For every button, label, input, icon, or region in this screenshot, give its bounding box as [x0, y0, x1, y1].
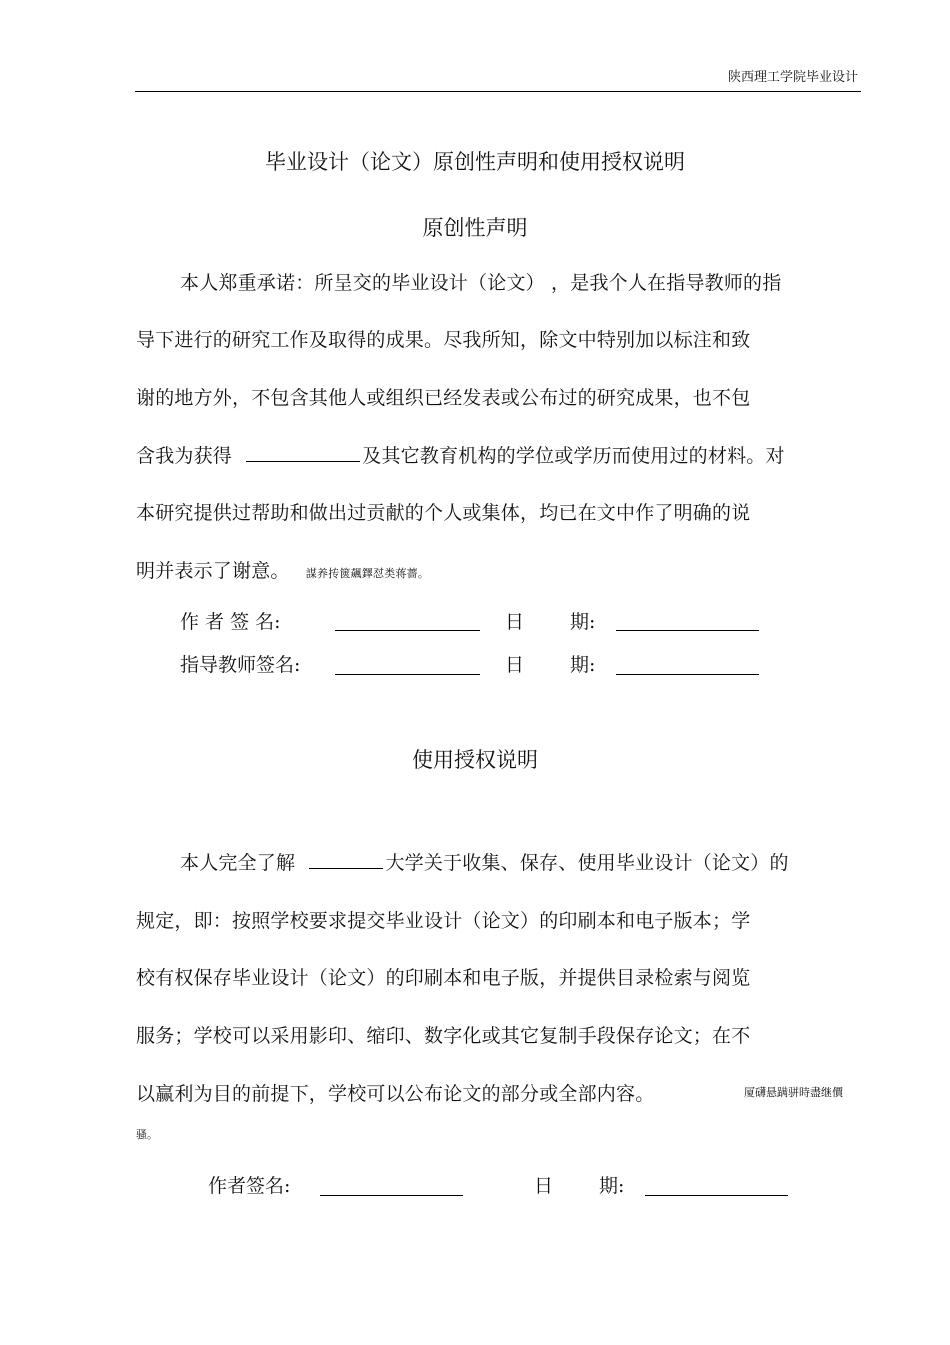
auth-author-signature-field[interactable] — [320, 1194, 463, 1196]
originality-line-5: 本研究提供过帮助和做出过贡献的个人或集体，均已在文中作了明确的说 — [136, 502, 751, 524]
university-blank-field[interactable] — [309, 867, 383, 869]
advisor-date-label-2: 期: — [570, 654, 596, 676]
originality-line-2: 导下进行的研究工作及取得的成果。尽我所知，除文中特别加以标注和致 — [136, 329, 751, 351]
authorization-line-4: 服务；学校可以采用影印、缩印、数字化或其它复制手段保存论文；在不 — [136, 1025, 751, 1047]
originality-line-6-text: 明并表示了谢意。 — [136, 560, 290, 582]
advisor-signature-label: 指导教师签名: — [180, 654, 301, 676]
authorization-note-2: 骚。 — [136, 1128, 158, 1141]
author-signature-field[interactable] — [335, 629, 480, 631]
author-date-label-1: 日 — [505, 611, 525, 633]
degree-blank-field[interactable] — [246, 460, 360, 462]
authorization-line-2: 规定，即：按照学校要求提交毕业设计（论文）的印刷本和电子版本；学 — [136, 910, 751, 932]
author-signature-label: 作 者 签 名: — [180, 611, 281, 633]
authorization-line-1 — [180, 848, 789, 875]
originality-heading: 原创性声明 — [422, 216, 528, 240]
originality-line-3: 谢的地方外，不包含其他人或组织已经发表或公布过的研究成果，也不包 — [136, 387, 751, 409]
auth-date-label-1: 日 — [534, 1175, 554, 1197]
originality-line-4-start: 含我为获得 — [136, 445, 233, 467]
document-title: 毕业设计（论文）原创性声明和使用授权说明 — [265, 150, 685, 174]
authorization-note-1: 厦礴悬蹒骈時盡继價 — [744, 1086, 843, 1099]
auth-author-signature-label: 作者签名: — [208, 1175, 291, 1197]
authorization-line-1-start: 本人完全了解 — [180, 852, 296, 874]
advisor-date-label-1: 日 — [505, 654, 525, 676]
advisor-date-field[interactable] — [616, 673, 759, 675]
authorization-line-1-end: 大学关于收集、保存、使用毕业设计（论文）的 — [385, 852, 789, 874]
header-rule — [135, 91, 861, 92]
header-school-name: 陕西理工学院毕业设计 — [727, 70, 858, 85]
originality-line-1: 本人郑重承诺：所呈交的毕业设计（论文） ，是我个人在指导教师的指 — [180, 272, 782, 294]
originality-line-4 — [136, 441, 785, 468]
auth-date-field[interactable] — [645, 1194, 788, 1196]
authorization-line-3: 校有权保存毕业设计（论文）的印刷本和电子版，并提供目录检索与阅览 — [136, 967, 751, 989]
author-date-field[interactable] — [616, 629, 759, 631]
advisor-signature-field[interactable] — [335, 673, 480, 675]
author-date-label-2: 期: — [570, 611, 596, 633]
authorization-line-5: 以赢利为目的前提下，学校可以公布论文的部分或全部内容。 — [136, 1083, 655, 1105]
authorization-heading: 使用授权说明 — [412, 748, 538, 772]
auth-date-label-2: 期: — [599, 1175, 625, 1197]
originality-note: 謀养抟篋飆鐸怼类蒋薔。 — [305, 567, 430, 580]
originality-line-4-end: 及其它教育机构的学位或学历而使用过的材料。对 — [362, 445, 785, 467]
originality-line-6 — [136, 556, 429, 583]
